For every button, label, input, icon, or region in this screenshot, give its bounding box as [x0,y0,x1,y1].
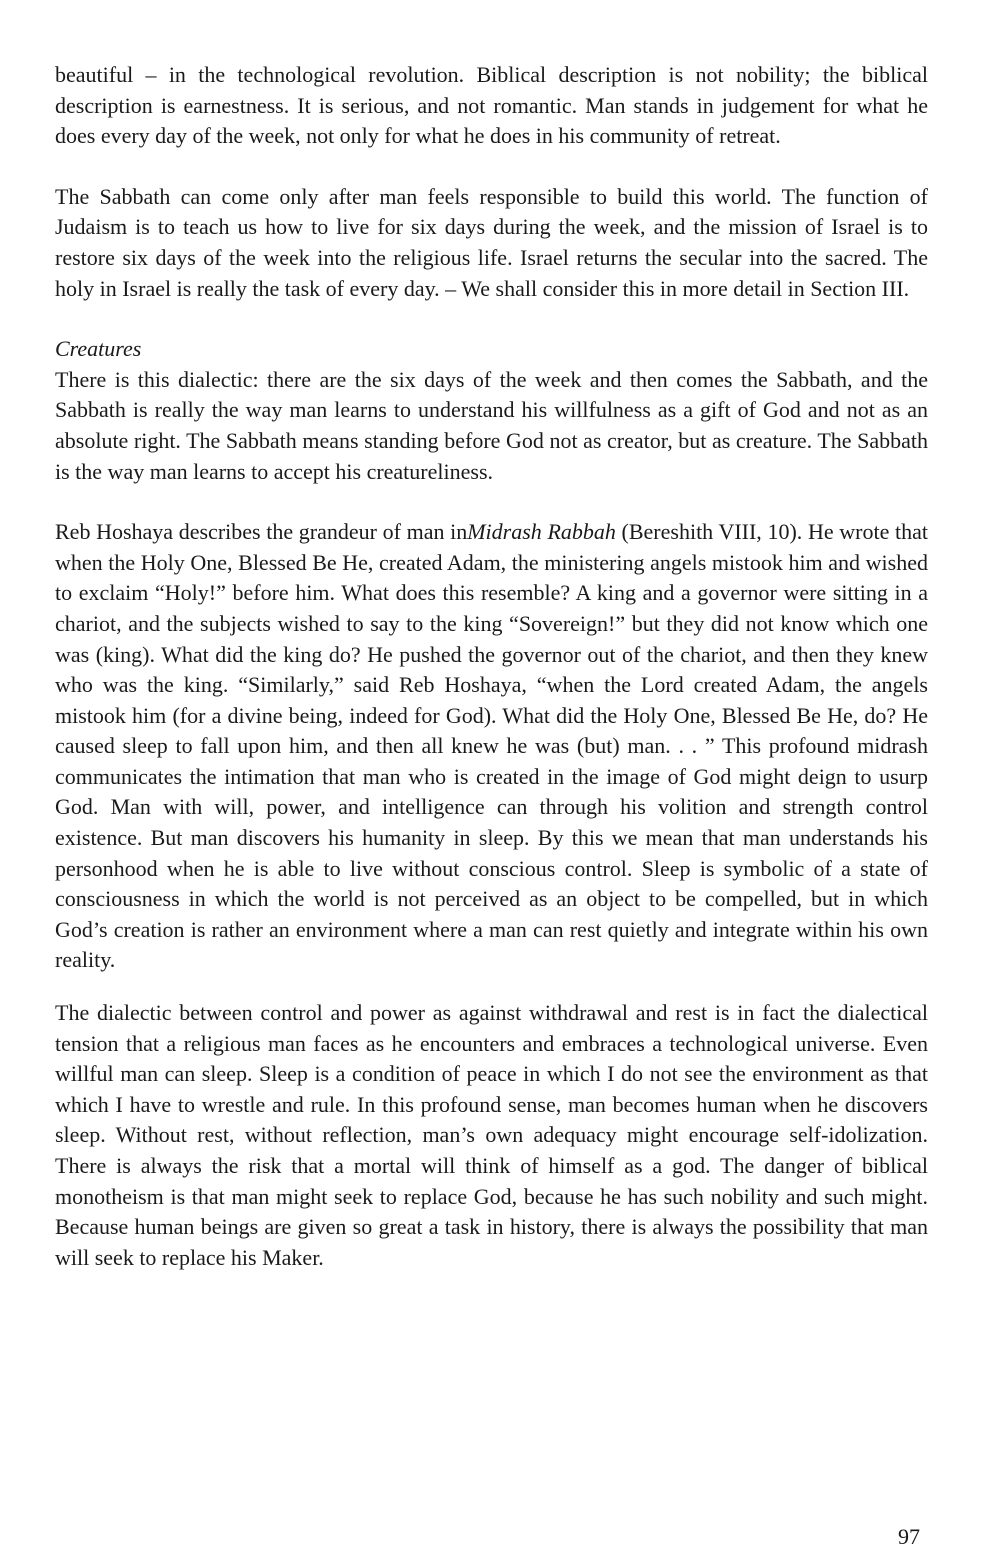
paragraph-sabbath: The Sabbath can come only after man feels responsible to build this world. The function of Judaism is to teach us how to live for six days during the week, and the mission of Israel is to restore six days of the week into the religious life. Israel returns the secular into the sacred. The holy in Israel is really the task of every day. – We shall consider this in more detail in Section III. [55,183,928,301]
midrash-title: Midrash Rabbah [467,519,616,545]
page-body [55,60,928,1273]
midrash-intro-text: Reb Hoshaya describes the grandeur of man in [55,519,468,545]
paragraph-midrash [55,517,928,976]
paragraph-dialectic: There is this dialectic: there are the six days of the week and then comes the Sabbath, and the Sabbath is really the way man learns to understand his willfulness as a gift of God and not as an absolute right. The Sabbath means standing before God not as creator, but as creature. The Sabbath is the way man learns to accept his creatureliness. [55,366,928,484]
paragraph-continuation: beautiful – in the technological revolution. Biblical description is not nobility; the biblical description is earnestness. It is serious, and not romantic. Man stands in judgement for what he does every day of the week, not only for what he does in his community of retreat. [55,62,928,149]
section-heading: Creatures [55,336,142,362]
midrash-body-text: (Bereshith VIII, 10). He wrote that when the Holy One, Blessed Be He, created Adam, the ministering angels mistook him and wished to exclaim “Holy!” before him. What does this resemble? A king and a governor were sitting in a chariot, and the subjects wished to say to the king “Sovereign!” but they did not know which one was (king). What did the king do? He pushed the governor out of the chariot, and then they knew who was the king. “Similarly,” said Reb Hoshaya, “when the Lord created Adam, the angels mistook him (for a divine being, indeed for God). What did the Holy One, Blessed Be He, do? He caused sleep to fall upon him, and then all knew he was (but) man. . . ” This profound midrash communicates the intimation that man who is created in the image of God might deign to usurp God. Man with will, power, and intelligence can through his volition and strength control existence. But man discovers his humanity in sleep. By this we mean that man understands his personhood when he is able to live without conscious control. Sleep is symbolic of a state of consciousness in which the world is not perceived as an object to be compelled, but in which God’s creation is rather an environment where a man can rest quietly and integrate within his own reality. [55,519,928,973]
page-number: 97 [898,1524,920,1549]
paragraph-control-and-rest: The dialectic between control and power as against withdrawal and rest is in fact the dialectical tension that a religious man faces as he encounters and embraces a technological universe. Even willful man can sleep. Sleep is a condition of peace in which I do not see the environment as that which I have to wrestle and rule. In this profound sense, man becomes human when he discovers sleep. Without rest, without reflection, man’s own adequacy might encourage self-idolization. There is always the risk that a mortal will think of himself as a god. The danger of biblical monotheism is that man might seek to replace God, because he has such nobility and such might. Because human beings are given so great a task in history, there is always the possibility that man will seek to replace his Maker. [55,1000,928,1270]
